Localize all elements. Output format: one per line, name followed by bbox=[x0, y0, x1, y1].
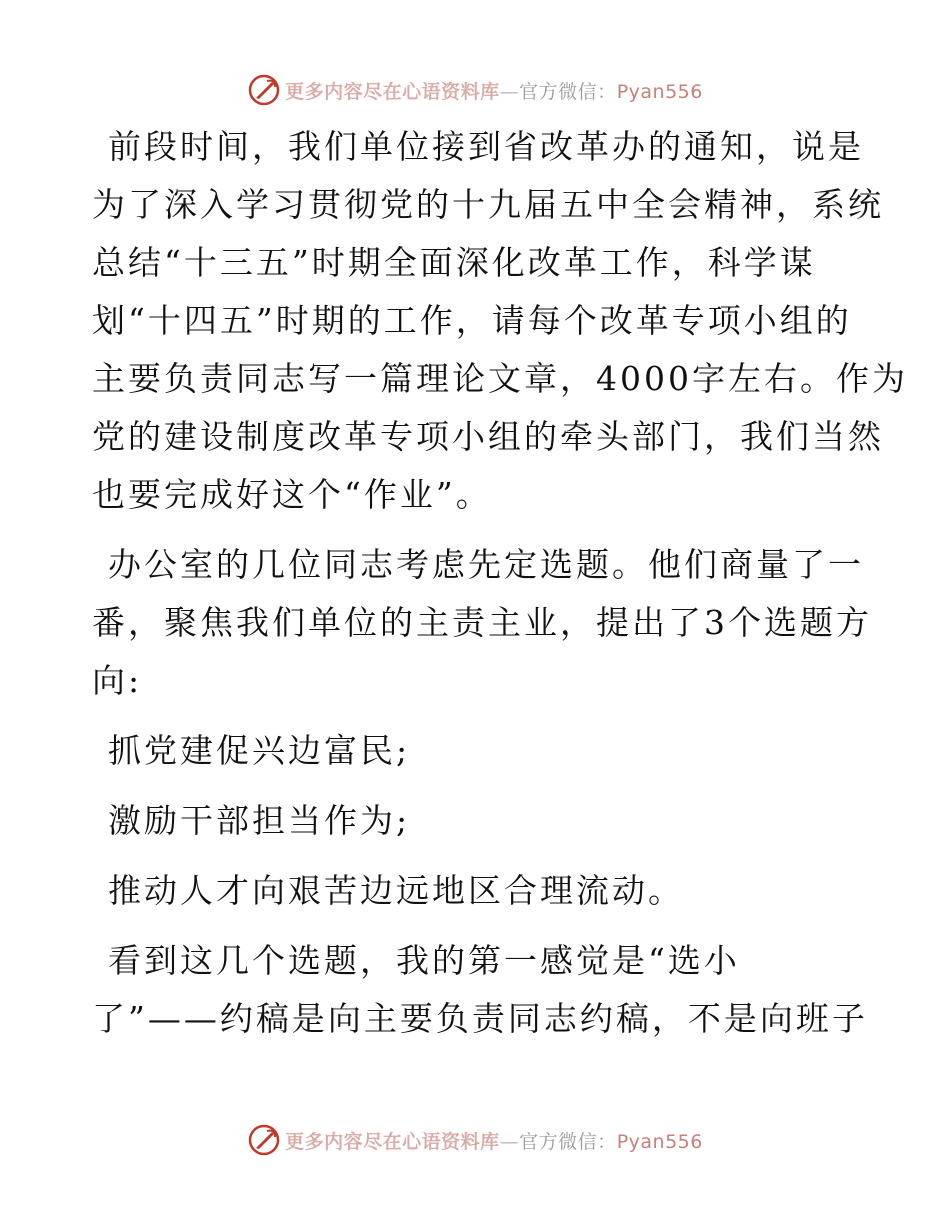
text-line: 也要完成好这个“作业”。 bbox=[92, 475, 492, 514]
text-line: 抓党建促兴边富民; bbox=[108, 731, 411, 770]
text-line: 前段时间，我们单位接到省改革办的通知，说是 bbox=[108, 127, 864, 166]
banner-wechat-id: Pyan556 bbox=[616, 80, 703, 103]
paragraph-3 bbox=[100, 722, 860, 780]
banner-text bbox=[285, 1127, 703, 1154]
text-line: 为了深入学习贯彻党的十九届五中全会精神，系统 bbox=[92, 185, 884, 224]
text-line: 了”——约稿是向主要负责同志约稿，不是向班子 bbox=[92, 999, 868, 1038]
paragraph-4 bbox=[100, 792, 860, 850]
text-line: 划“十四五”时期的工作，请每个改革专项小组的 bbox=[92, 301, 852, 340]
footer-banner bbox=[0, 1120, 950, 1160]
banner-text bbox=[285, 77, 703, 104]
document-body bbox=[92, 118, 908, 1060]
paragraph-6 bbox=[92, 932, 868, 1048]
text-line: 党的建设制度改革专项小组的牵头部门，我们当然 bbox=[92, 417, 884, 456]
text-line: 主要负责同志写一篇理论文章，4000字左右。作为 bbox=[92, 359, 908, 398]
paragraph-1 bbox=[92, 118, 908, 524]
quill-logo-icon bbox=[247, 73, 281, 107]
banner-dash: — bbox=[499, 80, 520, 103]
text-line: 激励干部担当作为; bbox=[108, 801, 411, 840]
quill-logo-icon bbox=[247, 1123, 281, 1157]
text-line: 总结“十三五”时期全面深化改革工作，科学谋 bbox=[92, 243, 816, 282]
paragraph-5 bbox=[100, 862, 860, 920]
banner-main-text: 更多内容尽在心语资料库 bbox=[285, 80, 500, 103]
text-line: 办公室的几位同志考虑先定选题。他们商量了一 bbox=[108, 545, 864, 584]
text-line: 番，聚焦我们单位的主责主业，提出了3个选题方 bbox=[92, 603, 872, 642]
text-line: 推动人才向艰苦边远地区合理流动。 bbox=[108, 871, 684, 910]
banner-official-label: 官方微信： bbox=[519, 80, 617, 103]
text-line: 看到这几个选题，我的第一感觉是“选小 bbox=[108, 941, 740, 980]
banner-wechat-id: Pyan556 bbox=[616, 1130, 703, 1153]
banner-official-label: 官方微信： bbox=[519, 1130, 617, 1153]
banner-dash: — bbox=[499, 1130, 520, 1153]
text-line: 向: bbox=[92, 661, 143, 700]
header-banner bbox=[0, 70, 950, 110]
paragraph-2 bbox=[92, 536, 872, 710]
banner-main-text: 更多内容尽在心语资料库 bbox=[285, 1130, 500, 1153]
